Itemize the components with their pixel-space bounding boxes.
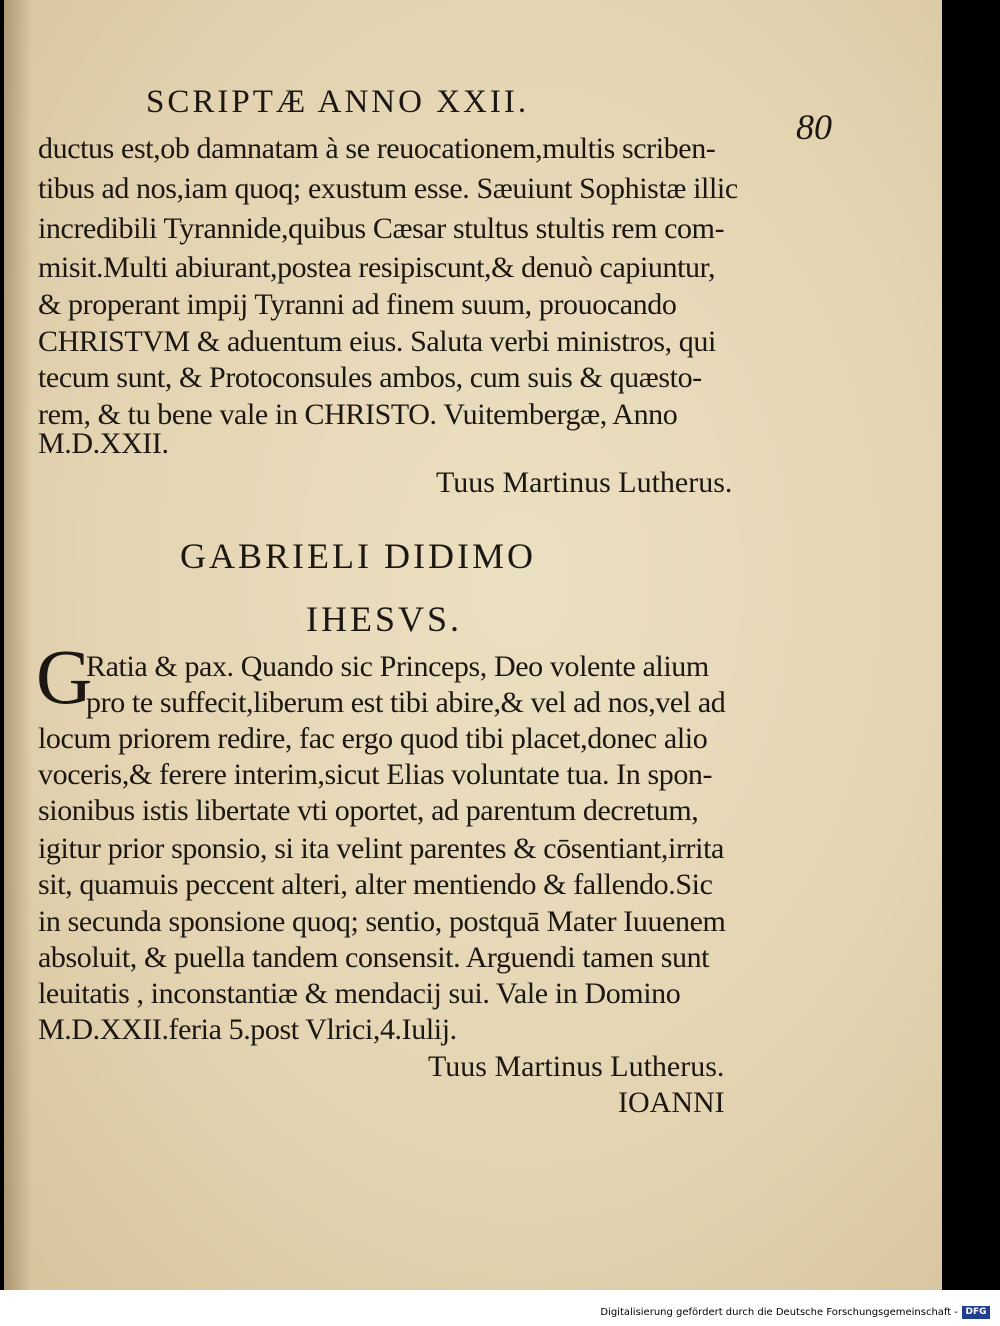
running-head: SCRIPTÆ ANNO XXII. (146, 84, 530, 120)
text-line: pro te suffecit,liberum est tibi abire,& vel ad nos,vel ad (86, 686, 726, 719)
text-line: incredibili Tyrannide,quibus Cæsar stultus stultis rem com- (38, 212, 725, 245)
text-line: leuitatis , inconstantiæ & mendacij sui. Vale in Domino (38, 977, 681, 1010)
text-line: locum priorem redire, fac ergo quod tibi placet,donec alio (38, 722, 708, 755)
text-line: M.D.XXII.feria 5.post Vlrici,4.Iulij. (38, 1013, 457, 1046)
book-page (4, 0, 942, 1290)
text-line: absoluit, & puella tandem consensit. Arguendi tamen sunt (38, 941, 710, 974)
text-line: M.D.XXII. (38, 427, 169, 460)
text-line: CHRISTVM & aduentum eius. Saluta verbi ministros, qui (38, 325, 716, 358)
catchword: IOANNI (618, 1086, 725, 1119)
text-line: sit, quamuis peccent alteri, alter mentiendo & fallendo.Sic (38, 868, 713, 901)
drop-capital: G (36, 633, 93, 720)
letter-heading: GABRIELI DIDIMO (180, 536, 536, 576)
text-line: misit.Multi abiurant,postea resipiscunt,& denuò capiuntur, (38, 251, 716, 284)
text-line: ductus est,ob damnatam à se reuocationem,multis scriben- (38, 132, 716, 165)
text-line: tibus ad nos,iam quoq; exustum esse. Sæuiunt Sophistæ illic (38, 172, 738, 205)
text-line: Ratia & pax. Quando sic Princeps, Deo volente alium (86, 650, 709, 683)
letter-heading-sub: IHESVS. (306, 599, 463, 639)
signature: Tuus Martinus Lutherus. (436, 466, 733, 499)
dfg-logo: DFG (962, 1306, 990, 1319)
folio-number: 80 (796, 107, 832, 147)
text-line: voceris,& ferere interim,sicut Elias voluntate tua. In spon- (38, 758, 713, 791)
text-line: igitur prior sponsio, si ita velint parentes & cōsentiant,irrita (38, 832, 724, 865)
text-line: rem, & tu bene vale in CHRISTO. Vuitembergæ, Anno (38, 398, 678, 431)
funding-notice: Digitalisierung gefördert durch die Deutsche Forschungsgemeinschaft - (600, 1307, 958, 1318)
text-line: in secunda sponsione quoq; sentio, postquā Mater Iuuenem (38, 905, 726, 938)
text-line: sionibus istis libertate vti oportet, ad parentum decretum, (38, 794, 699, 827)
text-line: & properant impij Tyranni ad finem suum, prouocando (38, 288, 677, 321)
signature: Tuus Martinus Lutherus. (428, 1050, 725, 1083)
text-line: tecum sunt, & Protoconsules ambos, cum suis & quæsto- (38, 361, 702, 394)
gutter-shadow (4, 0, 32, 1290)
